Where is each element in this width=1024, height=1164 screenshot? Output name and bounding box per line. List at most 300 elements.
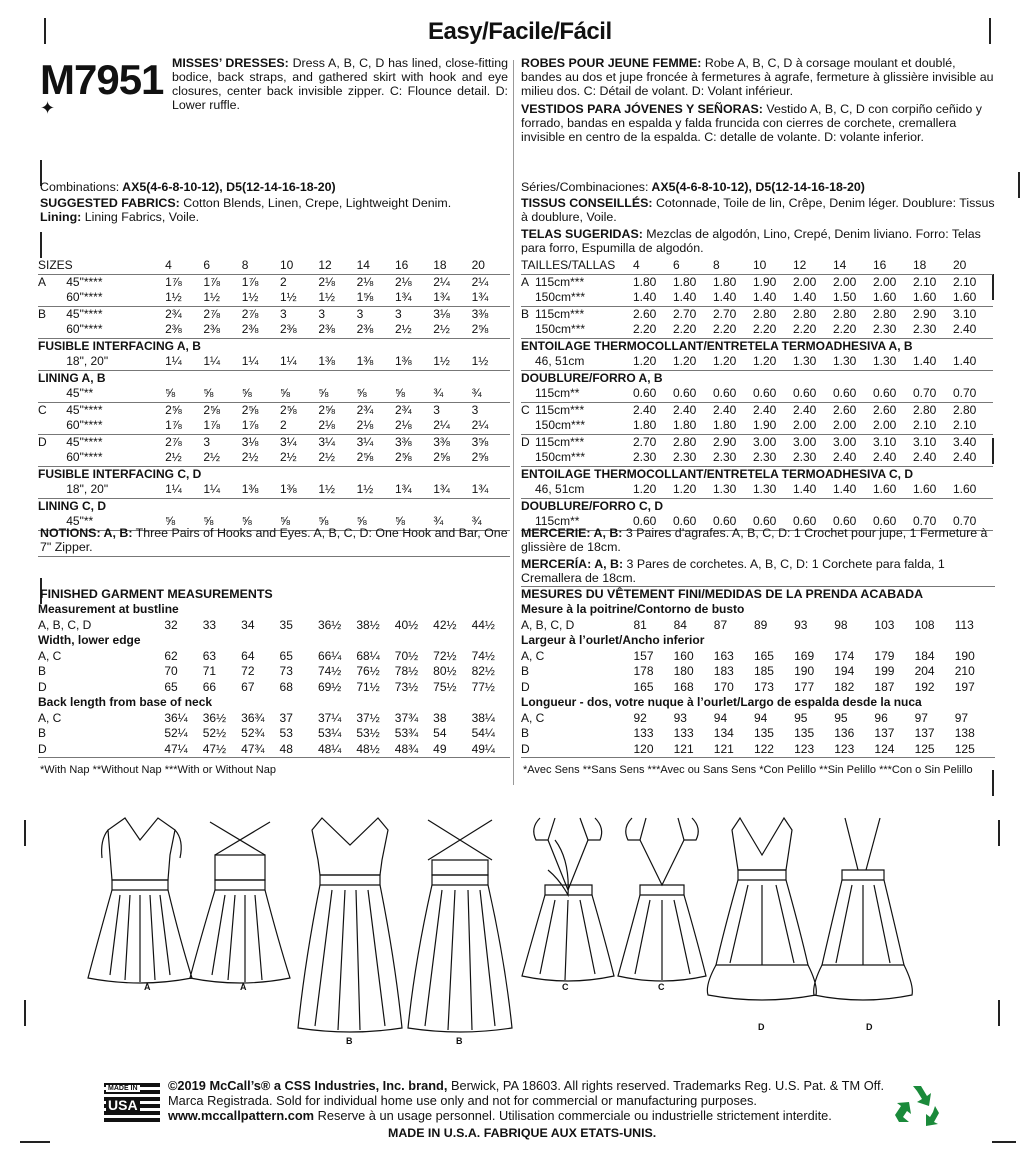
table-cell: 98 <box>834 617 848 632</box>
table-cell: 1¼ <box>203 482 241 498</box>
table-cell: 135 <box>753 726 774 740</box>
table-cell: 1.30 <box>873 354 913 370</box>
table-cell: 75½ <box>433 679 457 694</box>
table-cell: 2.60 <box>633 306 657 321</box>
table-cell: 115cm** <box>535 514 633 530</box>
table-cell: 10 <box>280 258 318 274</box>
table-cell: 115cm*** <box>535 306 585 321</box>
table-cell: 0.60 <box>833 514 873 530</box>
table-row <box>521 633 995 649</box>
dress-label: A <box>240 982 247 992</box>
table-row <box>38 711 510 727</box>
table-cell: 1⅜ <box>357 354 395 370</box>
table-cell: 3 <box>356 306 364 321</box>
table-cell: 70 <box>164 664 178 678</box>
table-cell: 2⅛ <box>356 274 374 289</box>
table-cell: 95 <box>794 710 808 725</box>
table-cell: 4 <box>633 258 673 274</box>
table-cell: 37¼ <box>317 710 342 725</box>
table-cell: 2.30 <box>873 322 913 338</box>
table-cell: 2⅛ <box>395 418 433 434</box>
table-cell: 2.80 <box>913 402 937 417</box>
table-cell: 2⅜ <box>242 322 280 338</box>
dress-c-front <box>522 818 614 981</box>
table-cell: 133 <box>633 726 654 740</box>
table-cell: 190 <box>794 664 815 678</box>
notions-en: NOTIONS: A, B: Three Pairs of Hooks and Eyes. A, B, C, D: One Hook and Bar, One 7" Zipper. <box>40 526 508 554</box>
table-cell: 2.10 <box>913 418 953 434</box>
table-cell: 2½ <box>280 450 318 466</box>
table-row <box>38 695 510 711</box>
table-row <box>38 258 510 274</box>
table-cell: 38¼ <box>471 710 495 725</box>
table-cell: 2.70 <box>633 434 657 449</box>
table-cell: 2⅝ <box>241 402 259 417</box>
table-cell: 2.20 <box>713 322 753 338</box>
table-cell: 136 <box>834 726 855 740</box>
table-cell: B <box>521 664 530 678</box>
table-row <box>38 354 510 370</box>
table-cell: 2.80 <box>793 306 817 321</box>
table-cell: 3.10 <box>953 306 977 321</box>
table-cell: ⅝ <box>165 386 203 402</box>
table-cell: 66¼ <box>317 648 342 663</box>
table-cell: 71 <box>202 664 217 678</box>
table-cell: 1.20 <box>713 354 753 370</box>
table-cell <box>38 386 66 402</box>
table-cell: 1½ <box>357 482 395 498</box>
table-cell: 4 <box>165 258 203 274</box>
table-cell: 134 <box>713 726 734 740</box>
table-cell: 178 <box>633 664 654 678</box>
table-row <box>521 711 995 727</box>
section-heading: FUSIBLE INTERFACING C, D <box>38 466 202 481</box>
measurement-table-en <box>38 602 510 758</box>
table-cell: 2½ <box>203 450 241 466</box>
table-cell: 2⅝ <box>395 450 433 466</box>
table-cell: 47¾ <box>241 742 279 758</box>
table-cell: 2.40 <box>873 450 913 466</box>
table-cell: 71½ <box>356 679 380 694</box>
table-cell: 1¼ <box>165 354 203 370</box>
table-cell: 174 <box>834 648 855 663</box>
table-cell: 0.70 <box>913 514 953 530</box>
recycle-icon <box>893 1082 941 1128</box>
table-cell: 184 <box>914 648 935 663</box>
table-cell: 2.10 <box>953 418 993 434</box>
table-cell: 150cm*** <box>535 290 633 306</box>
table-cell: 54¼ <box>471 726 495 740</box>
table-cell: B <box>38 664 47 678</box>
table-cell: 2⅛ <box>394 274 412 289</box>
table-cell: 2.00 <box>873 274 897 289</box>
table-cell: 3.10 <box>913 434 937 449</box>
table-cell: 1⅜ <box>242 482 280 498</box>
table-cell: 1.20 <box>673 482 713 498</box>
dress-c-back <box>618 818 706 981</box>
table-cell: 1.30 <box>833 354 873 370</box>
table-cell: 2½ <box>318 450 356 466</box>
table-cell: 6 <box>203 258 241 274</box>
table-cell: 46, 51cm <box>535 354 633 370</box>
table-cell: A, B, C, D <box>38 617 92 632</box>
table-row <box>521 258 993 274</box>
table-cell: 45"** <box>66 386 165 402</box>
register-mark <box>992 770 994 796</box>
table-cell: 72½ <box>433 648 457 663</box>
table-cell: 168 <box>673 679 694 694</box>
table-cell: 18", 20" <box>66 482 165 498</box>
table-cell: 2⅝ <box>280 402 297 417</box>
notions-fr: MERCERIE: A, B: 3 Paires d’agrafes. A, B, C, D: 1 Crochet pour jupe, 1 Fermeture à glissière de 18cm. <box>521 526 988 554</box>
table-cell: 2.30 <box>633 450 673 466</box>
table-cell: 2.00 <box>873 418 913 434</box>
register-mark <box>44 18 46 44</box>
dress-label: C <box>658 982 665 992</box>
table-cell: 60"**** <box>66 418 165 434</box>
table-cell: 3 <box>433 402 440 417</box>
combinations-fr: Séries/Combinaciones: AX5(4-6-8-10-12), D5(12-14-16-18-20) <box>521 180 865 194</box>
table-row <box>521 402 993 418</box>
table-cell: 2.70 <box>673 306 697 321</box>
table-cell: 1.30 <box>753 482 793 498</box>
table-cell: 92 <box>633 710 647 725</box>
table-row <box>38 370 510 386</box>
table-cell: 1.40 <box>793 482 833 498</box>
table-row <box>38 274 510 290</box>
table-cell: 3.40 <box>953 434 977 449</box>
table-cell: 1¼ <box>280 354 318 370</box>
table-cell: 96 <box>874 710 888 725</box>
table-cell: 64 <box>241 648 255 663</box>
table-cell: 14 <box>357 258 395 274</box>
table-cell: ¾ <box>433 386 471 402</box>
table-cell: 20 <box>472 258 510 274</box>
table-cell: 3.00 <box>833 434 857 449</box>
table-cell: 124 <box>874 742 914 758</box>
register-mark <box>992 1141 1016 1143</box>
copyright: ©2019 McCall’s® a CSS Industries, Inc. brand, Berwick, PA 18603. All rights reserved. Trademarks Reg. U.S. Pat. & TM Off. Marca Registrada. Sold for individual home use only and not for commercial or manufacturing purposes. www.mccallpattern.com Reserve à un usage personnel. Utilisation commerciale ou industrielle strictement interdite. <box>168 1078 885 1123</box>
table-cell: 2.70 <box>713 306 737 321</box>
table-cell: 192 <box>914 679 935 694</box>
table-cell: 165 <box>753 648 774 663</box>
pattern-number: M7951 <box>40 56 164 103</box>
table-cell: 2¾ <box>165 306 182 321</box>
table-cell: 3⅜ <box>471 306 489 321</box>
table-cell: 0.60 <box>753 386 793 402</box>
table-cell: 77½ <box>471 679 495 694</box>
table-cell: 1½ <box>433 354 471 370</box>
table-cell: ⅝ <box>165 514 203 530</box>
table-cell: 210 <box>954 664 975 678</box>
table-row <box>521 306 993 322</box>
table-cell: 16 <box>873 258 913 274</box>
table-cell <box>521 450 535 466</box>
table-cell: 1¾ <box>472 482 510 498</box>
table-cell: 1.60 <box>953 290 993 306</box>
table-cell: 3⅝ <box>471 434 489 449</box>
table-cell: 2⅝ <box>318 402 335 417</box>
table-row <box>38 680 510 696</box>
table-cell: 0.60 <box>713 514 753 530</box>
table-cell: 2⅞ <box>165 434 182 449</box>
table-cell: 20 <box>953 258 993 274</box>
table-cell: 53¼ <box>317 726 342 740</box>
table-cell: 183 <box>713 664 734 678</box>
difficulty-title: Easy/Facile/Fácil <box>428 18 612 45</box>
table-cell: 36¾ <box>241 710 265 725</box>
table-cell: 38 <box>433 710 447 725</box>
table-cell: 177 <box>794 679 815 694</box>
table-cell: 2.80 <box>833 306 857 321</box>
table-cell: 2⅞ <box>203 306 221 321</box>
section-heading: LINING C, D <box>38 498 106 513</box>
table-cell: 2⅛ <box>318 274 335 289</box>
table-row <box>521 618 995 634</box>
table-row <box>38 306 510 322</box>
table-cell: 1.40 <box>713 290 753 306</box>
table-cell: 1¾ <box>433 482 471 498</box>
table-cell: 1.80 <box>633 418 673 434</box>
combinations-en: Combinations: AX5(4-6-8-10-12), D5(12-14-16-18-20) <box>40 180 336 194</box>
table-cell: 0.70 <box>953 386 993 402</box>
table-cell: 1½ <box>165 290 203 306</box>
footnote-en: *With Nap **Without Nap ***With or Without Nap <box>40 764 276 776</box>
table-cell: 2.20 <box>633 322 673 338</box>
table-cell: 0.60 <box>833 386 873 402</box>
table-cell: 35 <box>279 617 293 632</box>
section-heading: ENTOILAGE THERMOCOLLANT/ENTRETELA TERMOADHESIVA A, B <box>521 338 913 353</box>
table-cell: 115cm*** <box>535 402 585 417</box>
dress-a-front <box>88 818 192 983</box>
table-cell: 1.40 <box>673 290 713 306</box>
table-cell: 2.40 <box>713 402 737 417</box>
table-cell: 1.20 <box>673 354 713 370</box>
table-cell: 115cm** <box>535 386 633 402</box>
table-cell: ⅝ <box>395 514 433 530</box>
made-in: MADE IN U.S.A. FABRIQUE AUX ETATS-UNIS. <box>388 1126 657 1140</box>
table-cell: 84 <box>673 617 687 632</box>
table-cell: 194 <box>834 664 855 678</box>
table-cell: 1.20 <box>633 354 673 370</box>
table-cell: A, B, C, D <box>521 617 575 632</box>
table-cell <box>521 354 535 370</box>
table-cell: 94 <box>753 710 768 725</box>
table-cell: 103 <box>874 617 895 632</box>
table-cell: 0.60 <box>753 514 793 530</box>
table-cell: 3⅜ <box>394 434 412 449</box>
table-cell: 2.90 <box>913 306 937 321</box>
table-cell: 45"** <box>66 514 165 530</box>
table-row <box>38 402 510 418</box>
table-cell: 1¾ <box>433 290 471 306</box>
column-divider <box>513 60 514 785</box>
dress-b-back <box>408 820 512 1032</box>
website-link[interactable]: www.mccallpattern.com <box>168 1108 315 1123</box>
table-cell: 1⅞ <box>165 274 182 289</box>
table-cell: 1⅞ <box>242 418 280 434</box>
table-cell: 2⅜ <box>203 322 241 338</box>
table-cell: D <box>521 742 633 758</box>
table-cell: 187 <box>874 679 895 694</box>
table-cell: 0.60 <box>793 386 833 402</box>
dress-d-back <box>814 818 913 1000</box>
table-cell: 45"**** <box>66 402 103 417</box>
table-cell <box>521 418 535 434</box>
table-cell: 0.70 <box>913 386 953 402</box>
section-heading: Largeur à l’ourlet/Ancho inferior <box>521 633 705 647</box>
table-cell: 113 <box>954 617 974 632</box>
table-cell: 2¼ <box>433 274 450 289</box>
table-cell: 1.40 <box>633 290 673 306</box>
table-cell: ⅝ <box>280 514 318 530</box>
table-cell: 121 <box>714 742 754 758</box>
table-cell <box>38 354 66 370</box>
table-row <box>521 418 993 434</box>
table-cell: 2.40 <box>673 402 697 417</box>
table-cell: 150cm*** <box>535 450 633 466</box>
table-cell: 78½ <box>394 664 419 678</box>
table-cell: 1.20 <box>753 354 793 370</box>
table-cell: 2.90 <box>713 434 737 449</box>
table-cell: 2.40 <box>633 402 657 417</box>
table-row <box>521 602 995 618</box>
table-cell: 8 <box>242 258 280 274</box>
usa-badge-top: MADE IN <box>108 1085 138 1092</box>
table-row <box>521 386 993 402</box>
table-cell: B <box>521 306 530 321</box>
table-cell: 2.30 <box>713 450 753 466</box>
table-cell: 121 <box>674 742 714 758</box>
table-cell: 44½ <box>471 617 495 632</box>
table-row <box>521 742 995 758</box>
table-cell: 2¼ <box>471 274 489 289</box>
register-mark <box>20 1141 50 1143</box>
finished-title-en: FINISHED GARMENT MEASUREMENTS <box>40 587 273 601</box>
made-in-usa-badge <box>104 1083 160 1123</box>
table-cell: 3.00 <box>793 434 817 449</box>
table-cell: 3¼ <box>318 434 335 449</box>
table-cell: 2.60 <box>873 402 897 417</box>
table-cell: 1.80 <box>673 418 713 434</box>
table-cell: 2⅛ <box>318 418 356 434</box>
table-cell: 1.40 <box>833 482 873 498</box>
table-cell: 1.40 <box>793 290 833 306</box>
table-cell: 2.30 <box>673 450 713 466</box>
table-cell: 2⅜ <box>357 322 395 338</box>
table-cell: 74½ <box>471 648 495 663</box>
register-mark <box>40 232 42 258</box>
table-cell: 67 <box>241 679 255 694</box>
table-cell: 0.60 <box>673 514 713 530</box>
table-cell: 2.30 <box>753 450 793 466</box>
yardage-table-en <box>38 258 510 531</box>
table-cell: 0.60 <box>673 386 713 402</box>
table-cell: 87 <box>713 617 728 632</box>
table-cell: 46, 51cm <box>535 482 633 498</box>
section-heading: ENTOILAGE THERMOCOLLANT/ENTRETELA TERMOADHESIVA C, D <box>521 466 913 481</box>
table-cell: 3⅛ <box>241 434 259 449</box>
table-cell: ⅝ <box>242 386 280 402</box>
table-cell: 48¼ <box>318 742 356 758</box>
table-cell <box>521 322 535 338</box>
table-row <box>521 726 995 742</box>
table-cell <box>38 450 66 466</box>
table-cell: 2.60 <box>833 402 857 417</box>
table-row <box>521 466 993 482</box>
table-cell: 34 <box>241 617 255 632</box>
section-heading: Mesure à la poitrine/Contorno de busto <box>521 602 745 616</box>
table-cell: ¾ <box>472 514 510 530</box>
table-cell: 1.80 <box>713 274 737 289</box>
table-cell: 2.30 <box>793 450 833 466</box>
table-cell: 108 <box>914 617 935 632</box>
table-cell: 69½ <box>317 679 342 694</box>
dress-b-front <box>298 818 402 1032</box>
table-row <box>521 680 995 696</box>
table-cell: 1.90 <box>753 418 793 434</box>
table-cell: 32 <box>164 617 178 632</box>
table-cell: ⅝ <box>318 386 356 402</box>
table-cell: 169 <box>794 648 815 663</box>
table-cell: 12 <box>793 258 833 274</box>
table-cell: 0.70 <box>953 514 993 530</box>
table-cell: 18 <box>433 258 471 274</box>
table-cell: 1⅞ <box>203 418 241 434</box>
dress-label: B <box>456 1036 463 1046</box>
table-cell: 2.20 <box>673 322 713 338</box>
table-cell: 2.10 <box>913 274 937 289</box>
table-cell: 94 <box>713 710 728 725</box>
table-cell: 1¾ <box>395 290 433 306</box>
table-cell: 1⅝ <box>357 290 395 306</box>
table-cell: 62 <box>164 648 178 663</box>
table-cell: D <box>38 679 47 694</box>
notions-es: MERCERÍA: A, B: 3 Pares de corchetes. A, B, C, D: 1 Corchete para falda, 1 Cremallera de 18cm. <box>521 557 945 585</box>
table-cell: 1⅜ <box>318 354 356 370</box>
table-cell: 1¾ <box>395 482 433 498</box>
table-cell: 52¼ <box>164 726 188 740</box>
table-cell: 133 <box>673 726 694 740</box>
table-cell <box>38 290 66 306</box>
table-cell: A, C <box>521 710 545 725</box>
table-cell: 42½ <box>433 617 457 632</box>
table-cell: 1½ <box>203 290 241 306</box>
table-cell: B <box>521 726 530 740</box>
intro-french: ROBES POUR JEUNE FEMME: Robe A, B, C, D à corsage moulant et doublé, bandes au dos et jupe froncée à fermetures à agrafe, fermeture à glissière invisible au milieu dos. C: Détail de volant. D: Volant inférieur. <box>521 56 994 98</box>
table-cell: 199 <box>874 664 895 678</box>
table-cell: 37 <box>279 710 293 725</box>
yardage-table-fr <box>521 258 993 531</box>
dress-a-back <box>190 822 290 983</box>
table-cell: 1.80 <box>633 274 657 289</box>
table-cell: 163 <box>713 648 734 663</box>
table-cell: 1.80 <box>713 418 753 434</box>
table-cell: 1½ <box>318 482 356 498</box>
table-cell: 115cm*** <box>535 274 585 289</box>
table-cell: 53¾ <box>394 726 419 740</box>
table-cell: 1.20 <box>633 482 673 498</box>
table-cell: 18 <box>913 258 953 274</box>
table-cell: 3 <box>280 306 287 321</box>
table-cell: 2⅝ <box>165 402 182 417</box>
table-cell: 197 <box>954 679 975 694</box>
table-cell: 2.40 <box>833 450 873 466</box>
table-cell: 1.40 <box>913 354 953 370</box>
table-row <box>521 482 993 498</box>
table-cell: 2¼ <box>472 418 510 434</box>
table-cell: 36½ <box>317 617 342 632</box>
